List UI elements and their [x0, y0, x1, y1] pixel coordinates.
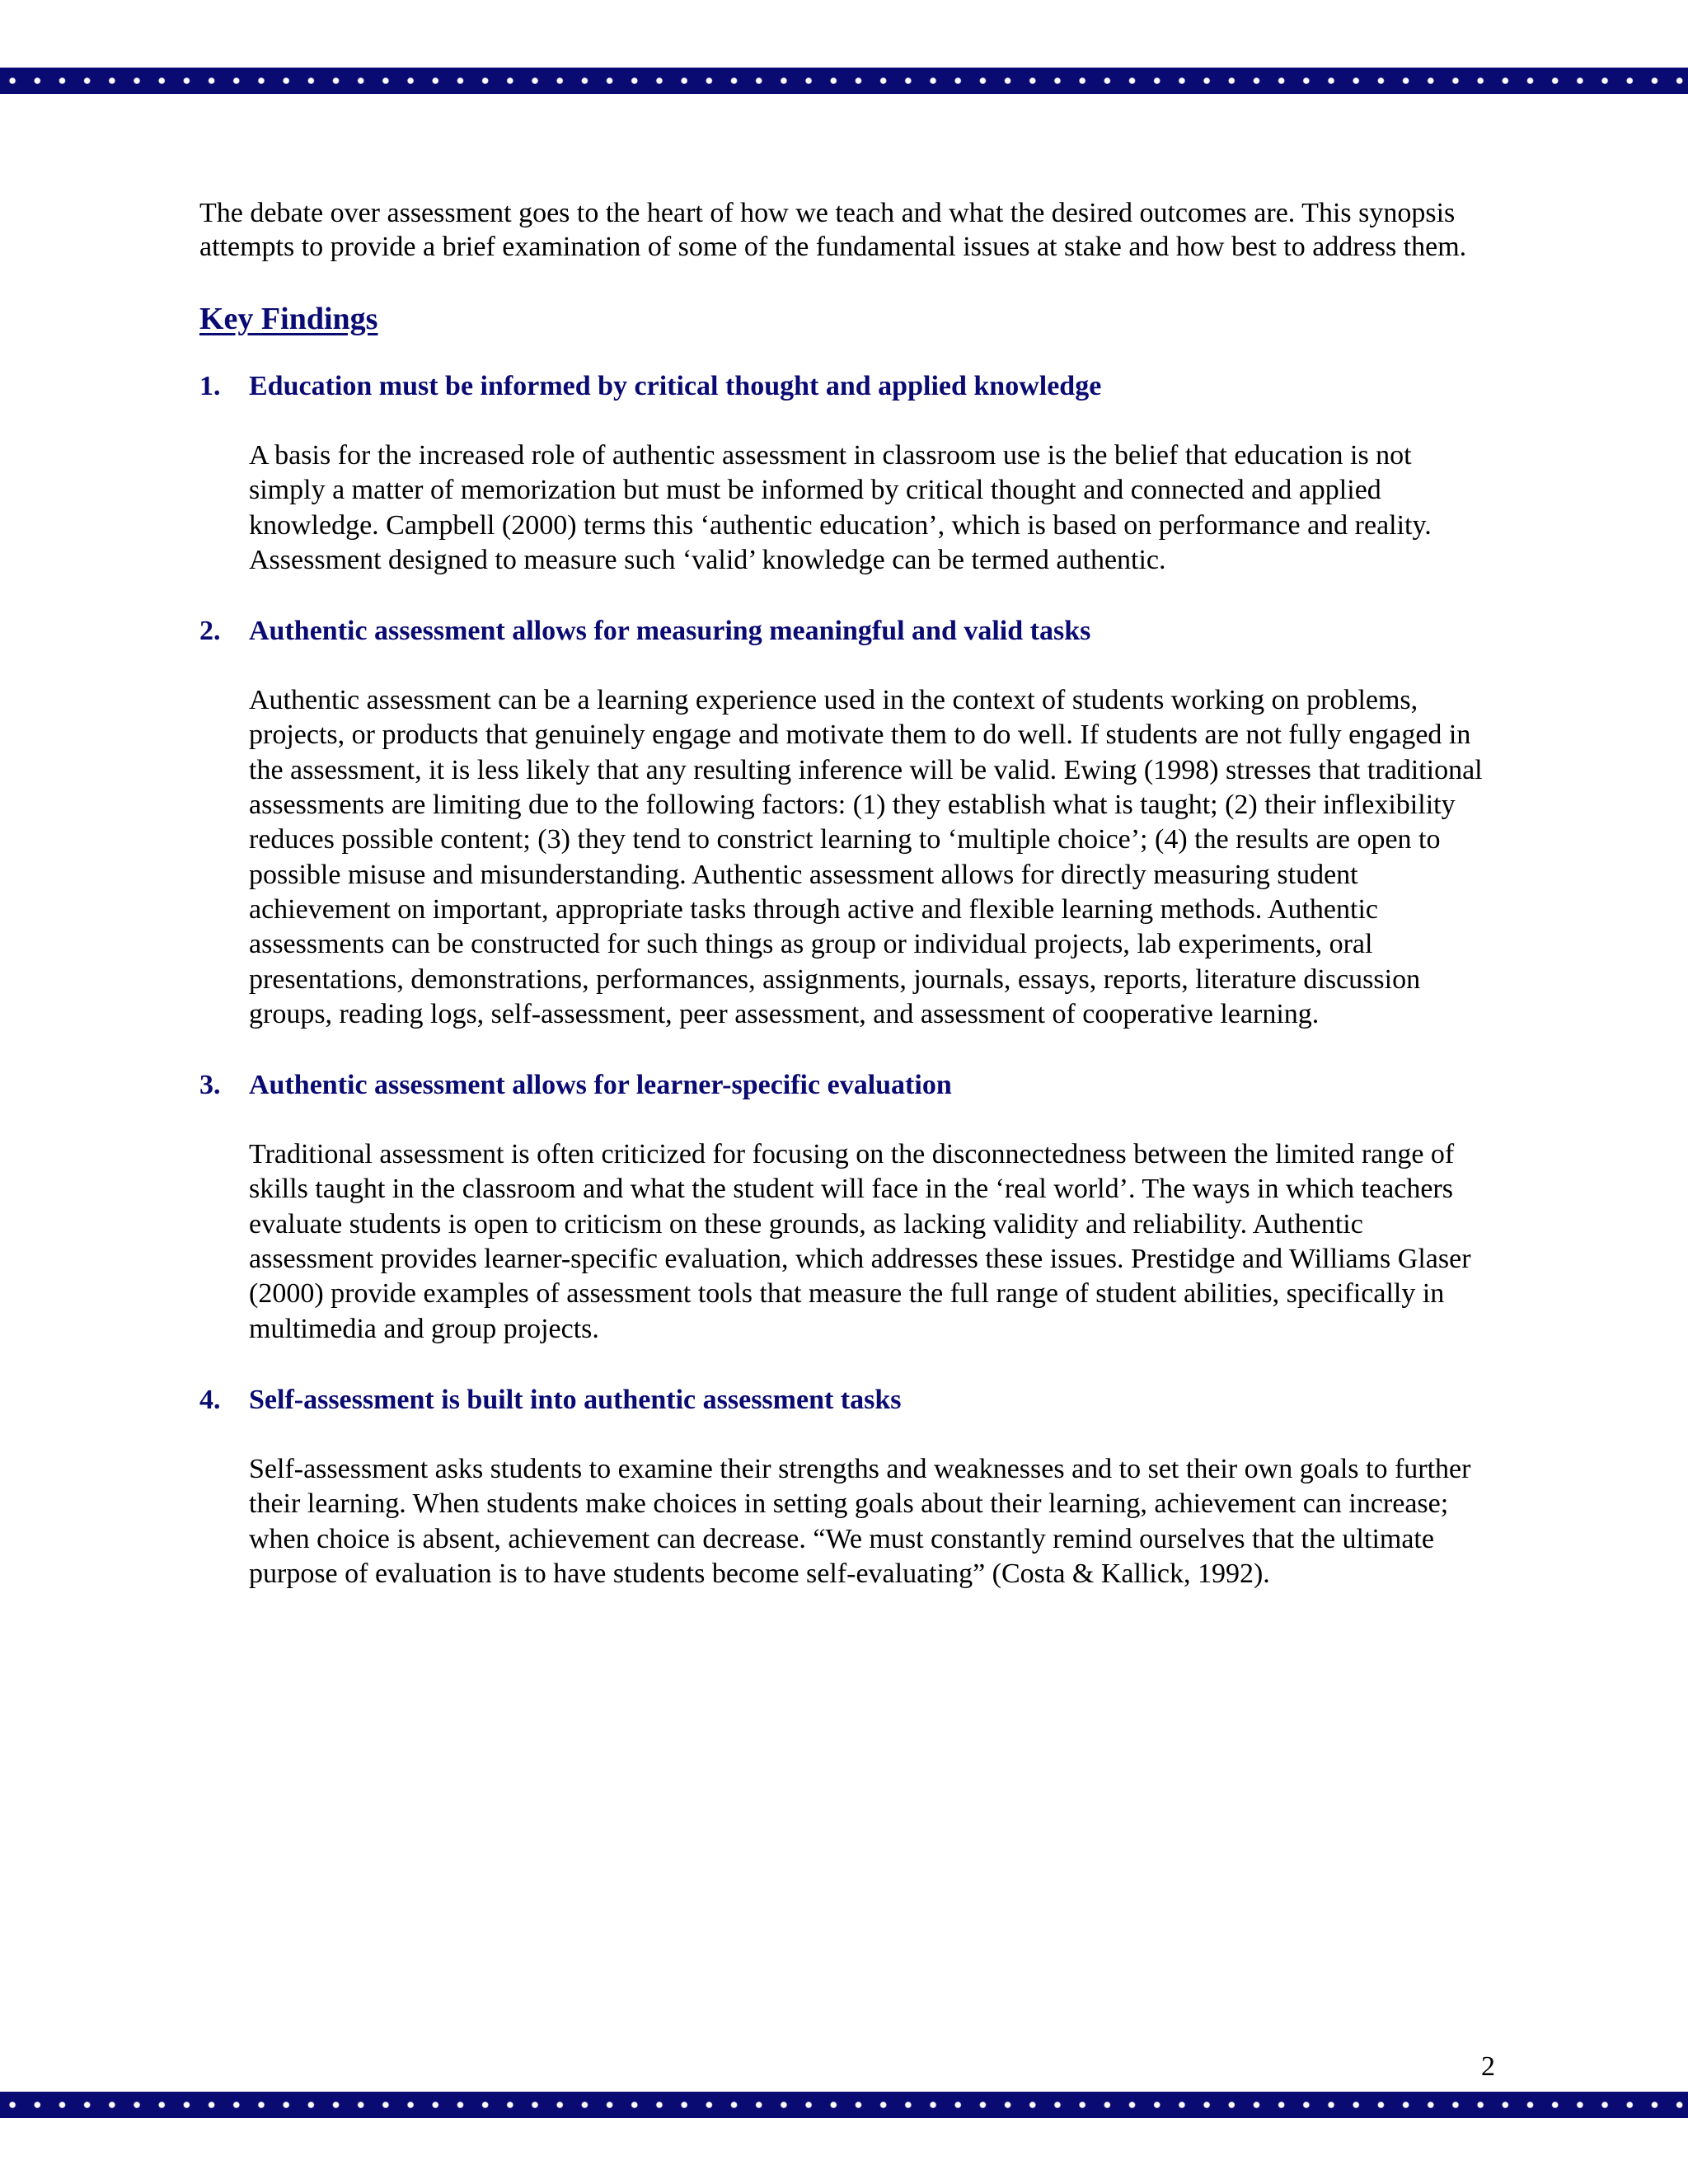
finding-title: Authentic assessment allows for measuring meaningful and valid tasks: [249, 616, 1091, 647]
finding-title: Authentic assessment allows for learner-specific evaluation: [249, 1070, 952, 1101]
document-page-content: [199, 196, 1493, 1591]
finding-title: Self-assessment is built into authentic assessment tasks: [249, 1384, 902, 1415]
page-number: 2: [1481, 2051, 1495, 2082]
finding-4: [199, 1383, 1493, 1591]
finding-number: 2.: [199, 616, 221, 647]
top-dotted-border: [0, 68, 1688, 94]
finding-heading: [199, 369, 1493, 404]
section-heading-key-findings: Key Findings: [199, 302, 378, 336]
bottom-dotted-border: [0, 2092, 1688, 2118]
finding-1: [199, 369, 1493, 578]
finding-heading: [199, 1068, 1493, 1103]
finding-body: Authentic assessment can be a learning experience used in the context of students working on problems, projects, or products that genuinely engage and motivate them to do well. If students are not fully engaged in the assessment, it is less likely that any resulting inference will be valid. Ewing (1998) stresses that traditional assessments are limiting due to the following factors: (1) they establish what is taught; (2) their inflexibility reduces possible content; (3) they tend to constrict learning to ‘multiple choice’; (4) the results are open to possible misuse and misunderstanding. Authentic assessment allows for directly measuring student achievement on important, appropriate tasks through active and flexible learning methods. Authentic assessments can be constructed for such things as group or individual projects, lab experiments, oral presentations, demonstrations, performances, assignments, journals, essays, reports, literature discussion groups, reading logs, self-assessment, peer assessment, and assessment of cooperative learning.: [249, 685, 1483, 1029]
finding-body: Traditional assessment is often criticized for focusing on the disconnectedness between the limited range of skills taught in the classroom and what the student will face in the ‘real world’. The ways in which teachers evaluate students is open to criticism on these grounds, as lacking validity and reliability. Authentic assessment provides learner-specific evaluation, which addresses these issues. Prestidge and Williams Glaser (2000) provide examples of assessment tools that measure the full range of student abilities, specifically in multimedia and group projects.: [249, 1139, 1471, 1344]
finding-2: [199, 614, 1493, 1032]
finding-number: 3.: [199, 1070, 221, 1101]
finding-heading: [199, 1383, 1493, 1418]
finding-3: [199, 1068, 1493, 1347]
finding-heading: [199, 614, 1493, 649]
finding-title: Education must be informed by critical thought and applied knowledge: [249, 371, 1102, 401]
finding-body: A basis for the increased role of authentic assessment in classroom use is the belief that education is not simply a matter of memorization but must be informed by critical thought and connected and applied knowledge. Campbell (2000) terms this ‘authentic education’, which is based on performance and reality. Assessment designed to measure such ‘valid’ knowledge can be termed authentic.: [249, 440, 1432, 575]
finding-number: 4.: [199, 1384, 221, 1415]
finding-number: 1.: [199, 371, 221, 401]
finding-body: Self-assessment asks students to examine their strengths and weaknesses and to set their own goals to further their learning. When students make choices in setting goals about their learning, achievement can increase; when choice is absent, achievement can decrease. “We must constantly remind ourselves that the ultimate purpose of evaluation is to have students become self-evaluating” (Costa & Kallick, 1992).: [249, 1453, 1471, 1589]
intro-paragraph: The debate over assessment goes to the heart of how we teach and what the desired outcomes are. This synopsis attempts to provide a brief examination of some of the fundamental issues at stake and how best to address them.: [199, 198, 1467, 262]
